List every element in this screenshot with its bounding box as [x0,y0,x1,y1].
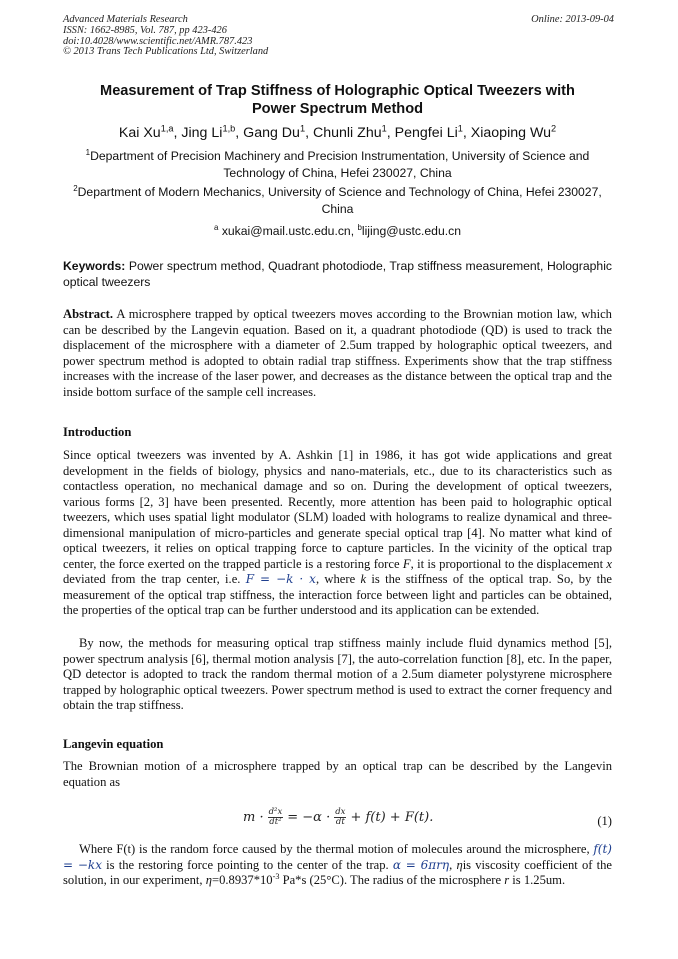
author: Xiaoping Wu$^2$ [470,123,557,141]
affiliation-2: $^2$Department of Modern Mechanics, University of Science and Technology of China, Hefei 230027, China [73,183,602,216]
copyright-line: © 2013 Trans Tech Publications Ltd, Switzerland [63,46,269,58]
journal-header [63,15,268,58]
intro-paragraph-1: Since optical tweezers was invented by A. Ashkin [1] in 1986, it has got wide applications and great development in the fields of biology, physics and nano-materials, etc., due to its characteristics such as contactless operation, no mechanical damage and so on. During the development of optical tweezers, various forms [2, 3] have been presented. Recently, more attention has been paid to holographic optical tweezers, which uses spatial light modulator (SLM) loaded with holograms to realize dynamical and three-dimensional manipulation of micro-particles and generate special optical trap [4]. No matter what kind of optical tweezers, it relies on optical trapping force to capture particles. In the vicinity of the optical trap center, the force exerted on the trapped particle is a restoring force F, it is proportional to the displacement x deviated from the trap center, i.e. F = −k · x, where k is the stiffness of the optical trap. So, by the measurement of the optical trap stiffness, the interaction force between light and particles can be obtained, the properties of the optical trap can be further understood and its application can be extended. [63,448,613,617]
langevin-paragraph-1: The Brownian motion of a microsphere trapped by an optical trap can be described by the Langevin equation as [63,759,612,789]
intro-paragraph-2: By now, the methods for measuring optical trap stiffness mainly include fluid dynamics method [5], power spectrum analysis [6], thermal motion analysis [7], the auto-correlation function [8], etc. In the paper, QD detector is adopted to track the random thermal motion of a 2.5um diameter polystyrene microsphere trapped by holographic optical tweezers. Power spectrum method is used to extract the corner frequency and obtain the trap stiffness. [63,636,612,712]
paper-title [63,82,612,118]
equation-body: m · $\frac{\text{d²x}}{\text{dt²}}$ = −α · $\frac{dx}{dt}$ + f(t) + F(t). [243,807,434,827]
email-link[interactable]: lijing@ustc.edu.cn [361,224,461,238]
keywords-text: Power spectrum method, Quadrant photodiode, Trap stiffness measurement, Holographic optical tweezers [63,259,612,289]
section-heading-introduction: Introduction [63,425,132,439]
journal-name: Advanced Materials Research [63,14,188,25]
author: Chunli Zhu$^1$ [312,123,387,141]
inline-equation: f(t) = −kx [63,842,612,872]
author-emails: $^a$ xukai@mail.ustc.edu.cn, $^b$lijing@ustc.edu.cn [214,222,461,238]
issn-line: ISSN: 1662-8985, Vol. 787, pp 423-426 [63,24,227,36]
equation-number: (1) [597,814,612,828]
doi-line: doi:10.4028/www.scientific.net/AMR.787.423 [63,35,253,47]
online-date: Online: 2013-09-04 [531,14,614,25]
keywords [63,259,612,290]
langevin-paragraph-2: Where F(t) is the random force caused by the thermal motion of molecules around the microsphere, f(t) = −kx is the restoring force pointing to the center of the trap. α = 6πrη, ηis viscosity coefficient of the solution, in our experiment, $\eta=0.8937*10^{-3}$ Pa*s (25°C). The radius of the microsphere r is 1.25um. [63,842,612,887]
section-heading-langevin: Langevin equation [63,737,164,751]
author: Jing Li$^{1,b}$ [181,123,236,141]
inline-equation: α = 6πrη [392,857,450,872]
abstract-label: Abstract. [63,307,114,321]
equation-1 [63,806,612,836]
author-list: Kai Xu$^{1,a}$, Jing Li$^{1,b}$, Gang Du$^1$, Chunli Zhu$^1$, Pengfei Li$^1$, Xiaoping Wu$^2$ [118,123,557,141]
email-link[interactable]: xukai@mail.ustc.edu.cn [221,224,351,238]
author: Gang Du$^1$ [243,123,306,141]
inline-equation: F = −k · x [245,572,316,586]
title-line-1: Measurement of Trap Stiffness of Holographic Optical Tweezers with [100,83,575,99]
abstract [63,307,612,400]
abstract-text: A microsphere trapped by optical tweezers moves according to the Brownian motion law, which can be described by the Langevin equation. Based on it, a quadrant photodiode (QD) is used to track the displacement of the microsphere with a diameter of 2.5um trapped by holographic optical tweezers, and power spectrum method is adopted to obtain radial trap stiffness. Experiments show that the trap stiffness increases with the increase of the laser power, and decreases as the distance between the optical trap and the inside bottom surface of the sample cell increases. [63,307,612,399]
author: Pengfei Li$^1$ [394,123,463,141]
title-line-2: Power Spectrum Method [251,101,424,117]
affiliation-1: $^1$Department of Precision Machinery and Precision Instrumentation, University of Science and Technology of China, Hefei 230027, China [85,147,590,180]
author: Kai Xu$^{1,a}$ [118,123,174,141]
keywords-label: Keywords: [63,259,126,273]
